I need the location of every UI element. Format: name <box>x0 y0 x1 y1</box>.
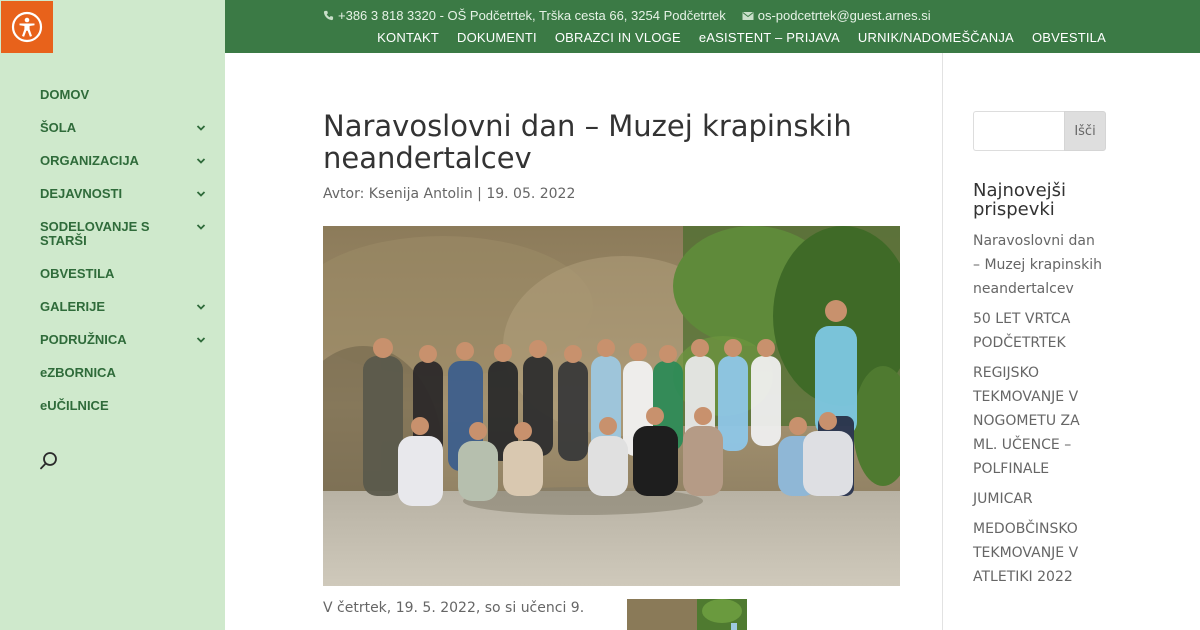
list-item <box>973 361 1106 481</box>
list-item <box>973 229 1106 301</box>
sidebar-item-label: SODELOVANJE S STARŠI <box>40 219 150 248</box>
email-icon <box>742 11 754 21</box>
sidebar-item-galerije[interactable] <box>40 300 210 314</box>
sidebar-item-label: ORGANIZACIJA <box>40 153 139 168</box>
nav-obrazci-in-vloge[interactable]: OBRAZCI IN VLOGE <box>554 30 681 45</box>
content-divider <box>942 53 943 630</box>
sidebar-item-obvestila[interactable] <box>40 267 210 281</box>
list-item <box>973 487 1106 511</box>
sidebar-item-eučilnice[interactable] <box>40 399 210 413</box>
featured-image <box>323 226 900 586</box>
phone-icon <box>323 10 334 21</box>
contact-info <box>323 8 931 23</box>
contact-phone: +386 3 818 3320 - OŠ Podčetrtek, Trška cesta 66, 3254 Podčetrtek <box>338 8 726 23</box>
accessibility-button[interactable] <box>1 1 53 53</box>
recent-post-link[interactable]: 50 LET VRTCA PODČETRTEK <box>973 311 1071 351</box>
sidebar-item-sodelovanje-s-starši[interactable] <box>40 220 210 248</box>
sidebar-item-label: OBVESTILA <box>40 266 115 281</box>
nav-kontakt[interactable]: KONTAKT <box>377 30 440 45</box>
sidebar-item-label: DEJAVNOSTI <box>40 186 123 201</box>
right-sidebar <box>973 111 1106 595</box>
top-header <box>225 0 1200 53</box>
sidebar-item-label: DOMOV <box>40 87 90 102</box>
main-content <box>323 109 900 616</box>
chevron-down-icon[interactable] <box>195 221 207 233</box>
chevron-down-icon[interactable] <box>195 301 207 313</box>
search-form <box>973 111 1106 151</box>
chevron-down-icon[interactable] <box>195 188 207 200</box>
search-button[interactable]: Išči <box>1064 111 1106 151</box>
contact-email[interactable]: os-podcetrtek@guest.arnes.si <box>757 8 931 23</box>
nav-urnik-nadomescanja[interactable]: URNIK/NADOMEŠČANJA <box>857 30 1014 45</box>
sidebar-item-domov[interactable] <box>40 88 210 102</box>
post-title: Naravoslovni dan – Muzej krapinskih neandertalcev <box>323 109 852 175</box>
nav-easistent-prijava[interactable]: eASISTENT – PRIJAVA <box>698 30 840 45</box>
post-body-text: V četrtek, 19. 5. 2022, so si učenci 9. <box>323 600 585 616</box>
nav-dokumenti[interactable]: DOKUMENTI <box>457 30 537 45</box>
sidebar-item-label: GALERIJE <box>40 299 106 314</box>
gallery-thumbnail[interactable] <box>627 599 747 630</box>
search-icon[interactable] <box>38 450 60 472</box>
recent-post-link[interactable]: REGIJSKO TEKMOVANJE V NOGOMETU ZA ML. UČENCE – POLFINALE <box>973 365 1080 477</box>
recent-posts-list <box>973 229 1106 589</box>
list-item <box>973 307 1106 355</box>
chevron-down-icon[interactable] <box>195 334 207 346</box>
sidebar-item-podružnica[interactable] <box>40 333 210 347</box>
nav-obvestila[interactable]: OBVESTILA <box>1031 30 1106 45</box>
recent-post-link[interactable]: Naravoslovni dan – Muzej krapinskih neandertalcev <box>973 233 1102 297</box>
list-item <box>973 517 1106 589</box>
recent-posts-title: Najnovejši prispevki <box>973 180 1067 220</box>
sidebar-item-label: eZBORNICA <box>40 365 116 380</box>
recent-post-link[interactable]: JUMICAR <box>973 491 1033 507</box>
sidebar-item-label: PODRUŽNICA <box>40 332 127 347</box>
top-nav <box>377 30 1106 45</box>
chevron-down-icon[interactable] <box>195 122 207 134</box>
sidebar-item-organizacija[interactable] <box>40 154 210 168</box>
search-input[interactable] <box>973 111 1064 151</box>
sidebar-item-šola[interactable] <box>40 121 210 135</box>
left-sidebar <box>0 0 225 630</box>
accessibility-icon <box>11 11 43 43</box>
sidebar-item-dejavnosti[interactable] <box>40 187 210 201</box>
post-meta: Avtor: Ksenija Antolin | 19. 05. 2022 <box>323 186 576 202</box>
sidebar-item-ezbornica[interactable] <box>40 366 210 380</box>
sidebar-item-label: ŠOLA <box>40 120 77 135</box>
sidebar-item-label: eUČILNICE <box>40 398 109 413</box>
recent-post-link[interactable]: MEDOBČINSKO TEKMOVANJE V ATLETIKI 2022 <box>973 521 1079 585</box>
chevron-down-icon[interactable] <box>195 155 207 167</box>
